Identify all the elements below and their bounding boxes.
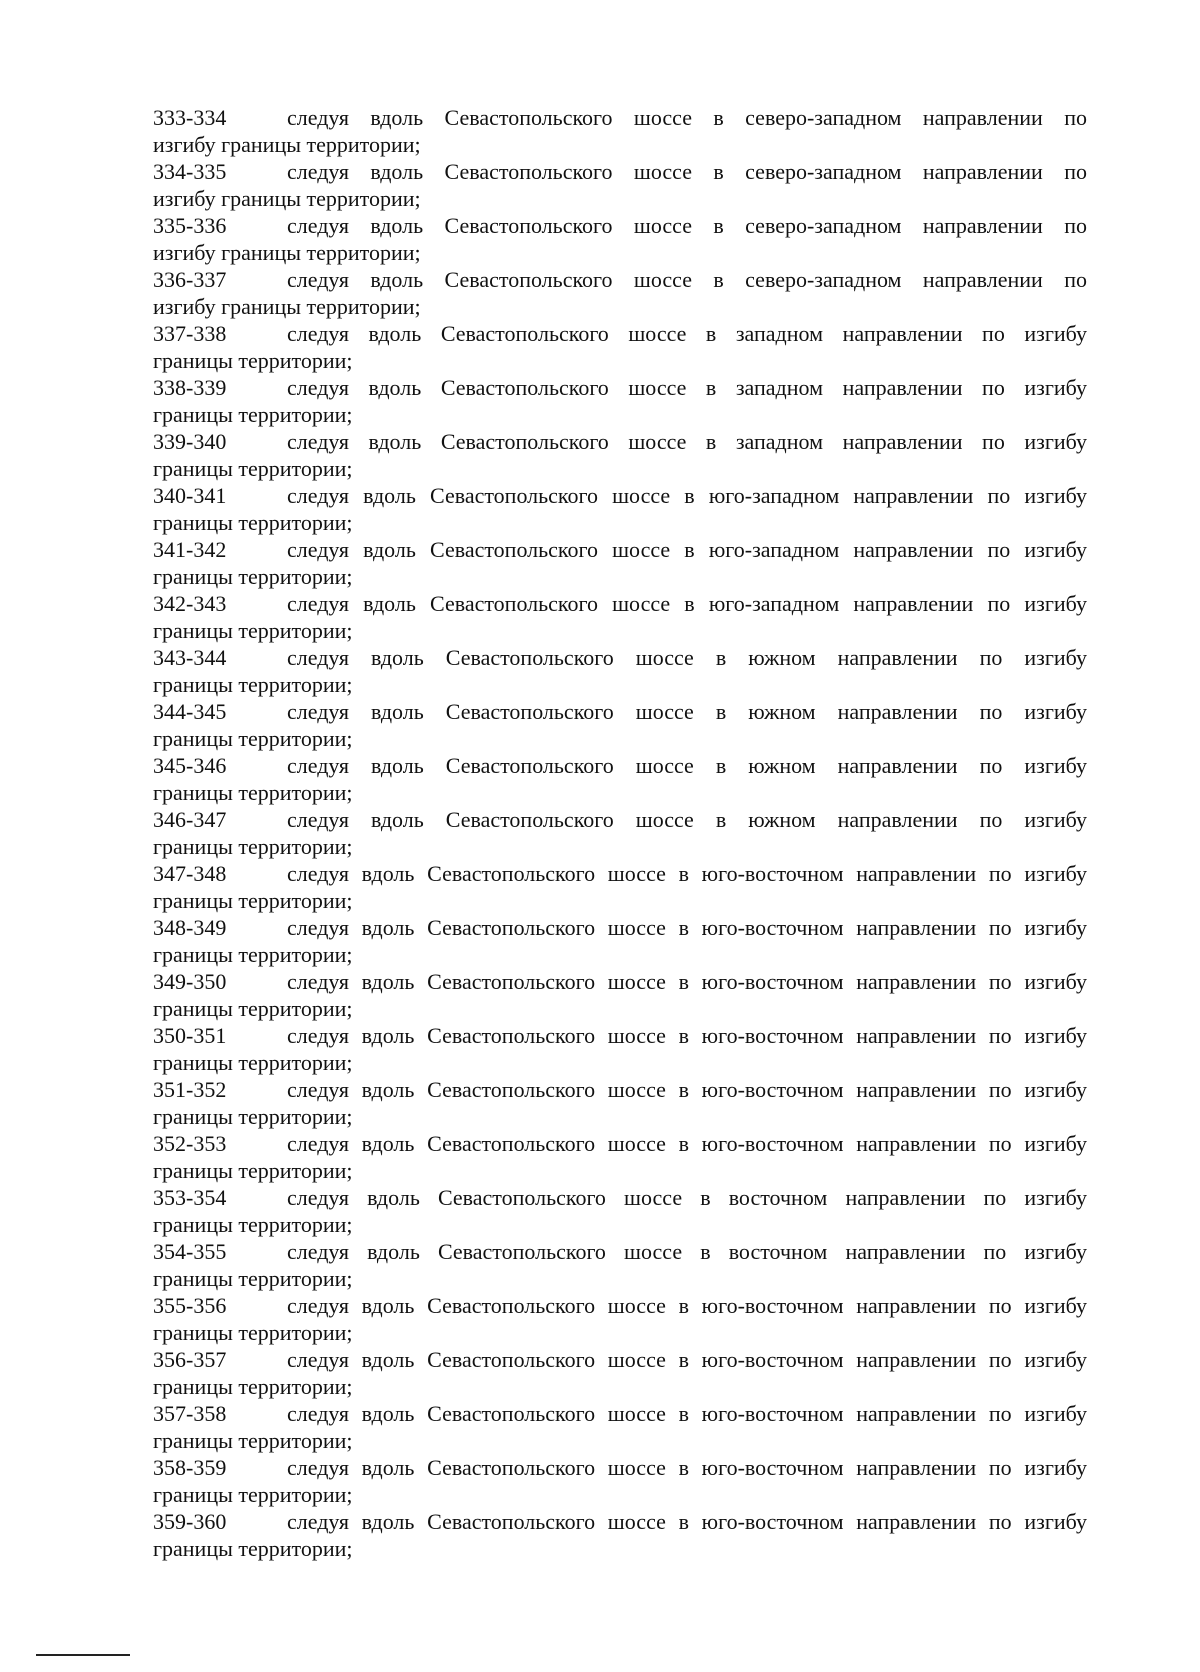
segment-description: следуя вдоль Севастопольского шоссе в северо-западном направлении по	[287, 105, 1087, 130]
boundary-segment-entry	[153, 212, 1087, 266]
segment-description: следуя вдоль Севастопольского шоссе в восточном направлении по изгибу	[287, 1185, 1087, 1210]
segment-description-continuation: границы территории;	[153, 1374, 353, 1399]
segment-range: 351-352	[153, 1077, 227, 1102]
segment-description-continuation: изгибу границы территории;	[153, 132, 421, 157]
segment-description: следуя вдоль Севастопольского шоссе в западном направлении по изгибу	[287, 375, 1087, 400]
boundary-segment-entry	[153, 1184, 1087, 1238]
boundary-segment-entry	[153, 158, 1087, 212]
boundary-segment-entry	[153, 536, 1087, 590]
boundary-segment-entry	[153, 1130, 1087, 1184]
segment-description: следуя вдоль Севастопольского шоссе в северо-западном направлении по	[287, 267, 1087, 292]
boundary-segment-entry	[153, 1022, 1087, 1076]
segment-description: следуя вдоль Севастопольского шоссе в юго-восточном направлении по изгибу	[287, 1077, 1087, 1102]
segment-range: 343-344	[153, 645, 227, 670]
segment-description: следуя вдоль Севастопольского шоссе в юго-западном направлении по изгибу	[287, 591, 1087, 616]
segment-description-continuation: границы территории;	[153, 1482, 353, 1507]
segment-range: 350-351	[153, 1023, 227, 1048]
segment-description: следуя вдоль Севастопольского шоссе в южном направлении по изгибу	[287, 645, 1087, 670]
boundary-segment-entry	[153, 644, 1087, 698]
segment-description: следуя вдоль Севастопольского шоссе в юго-восточном направлении по изгибу	[287, 1293, 1087, 1318]
segment-range: 342-343	[153, 591, 227, 616]
boundary-segment-entry	[153, 590, 1087, 644]
segment-description-continuation: границы территории;	[153, 780, 353, 805]
boundary-segment-entry	[153, 698, 1087, 752]
segment-description: следуя вдоль Севастопольского шоссе в юго-восточном направлении по изгибу	[287, 915, 1087, 940]
segment-range: 348-349	[153, 915, 227, 940]
boundary-segment-entry	[153, 374, 1087, 428]
segment-range: 344-345	[153, 699, 227, 724]
segment-description: следуя вдоль Севастопольского шоссе в южном направлении по изгибу	[287, 807, 1087, 832]
segment-range: 354-355	[153, 1239, 227, 1264]
segment-description: следуя вдоль Севастопольского шоссе в западном направлении по изгибу	[287, 321, 1087, 346]
segment-description-continuation: изгибу границы территории;	[153, 294, 421, 319]
segment-description-continuation: границы территории;	[153, 618, 353, 643]
boundary-segment-entry	[153, 1508, 1087, 1562]
segment-range: 337-338	[153, 321, 227, 346]
segment-description: следуя вдоль Севастопольского шоссе в юго-западном направлении по изгибу	[287, 537, 1087, 562]
segment-description-continuation: границы территории;	[153, 456, 353, 481]
segment-description-continuation: границы территории;	[153, 726, 353, 751]
boundary-segment-entry	[153, 482, 1087, 536]
segment-range: 352-353	[153, 1131, 227, 1156]
segment-description: следуя вдоль Севастопольского шоссе в южном направлении по изгибу	[287, 699, 1087, 724]
segment-range: 359-360	[153, 1509, 227, 1534]
segment-range: 347-348	[153, 861, 227, 886]
segment-description-continuation: изгибу границы территории;	[153, 186, 421, 211]
segment-description-continuation: границы территории;	[153, 1158, 353, 1183]
boundary-segment-entry	[153, 1292, 1087, 1346]
segment-description: следуя вдоль Севастопольского шоссе в юго-восточном направлении по изгибу	[287, 969, 1087, 994]
boundary-segment-entry	[153, 1346, 1087, 1400]
segment-description: следуя вдоль Севастопольского шоссе в юго-восточном направлении по изгибу	[287, 1347, 1087, 1372]
segment-description-continuation: границы территории;	[153, 1212, 353, 1237]
boundary-segment-entry	[153, 1238, 1087, 1292]
footnote-separator-line	[36, 1654, 130, 1656]
segment-range: 333-334	[153, 105, 227, 130]
segment-description-continuation: границы территории;	[153, 888, 353, 913]
segment-description-continuation: границы территории;	[153, 1536, 353, 1561]
segment-description-continuation: границы территории;	[153, 1428, 353, 1453]
segment-description: следуя вдоль Севастопольского шоссе в юго-восточном направлении по изгибу	[287, 1455, 1087, 1480]
segment-range: 334-335	[153, 159, 227, 184]
segment-description-continuation: границы территории;	[153, 942, 353, 967]
segment-description-continuation: изгибу границы территории;	[153, 240, 421, 265]
boundary-segment-list	[153, 104, 1087, 1562]
segment-range: 355-356	[153, 1293, 227, 1318]
segment-range: 338-339	[153, 375, 227, 400]
boundary-segment-entry	[153, 266, 1087, 320]
segment-description-continuation: границы территории;	[153, 672, 353, 697]
segment-range: 357-358	[153, 1401, 227, 1426]
segment-description-continuation: границы территории;	[153, 1050, 353, 1075]
segment-range: 353-354	[153, 1185, 227, 1210]
segment-range: 339-340	[153, 429, 227, 454]
segment-description-continuation: границы территории;	[153, 996, 353, 1021]
segment-description-continuation: границы территории;	[153, 402, 353, 427]
segment-range: 345-346	[153, 753, 227, 778]
boundary-segment-entry	[153, 968, 1087, 1022]
segment-range: 341-342	[153, 537, 227, 562]
boundary-segment-entry	[153, 914, 1087, 968]
segment-description: следуя вдоль Севастопольского шоссе в южном направлении по изгибу	[287, 753, 1087, 778]
segment-description: следуя вдоль Севастопольского шоссе в юго-восточном направлении по изгибу	[287, 1401, 1087, 1426]
segment-description-continuation: границы территории;	[153, 348, 353, 373]
segment-description: следуя вдоль Севастопольского шоссе в западном направлении по изгибу	[287, 429, 1087, 454]
segment-description: следуя вдоль Севастопольского шоссе в юго-восточном направлении по изгибу	[287, 1509, 1087, 1534]
segment-range: 356-357	[153, 1347, 227, 1372]
segment-description: следуя вдоль Севастопольского шоссе в северо-западном направлении по	[287, 159, 1087, 184]
segment-description: следуя вдоль Севастопольского шоссе в юго-западном направлении по изгибу	[287, 483, 1087, 508]
segment-description-continuation: границы территории;	[153, 1320, 353, 1345]
segment-description: следуя вдоль Севастопольского шоссе в юго-восточном направлении по изгибу	[287, 861, 1087, 886]
segment-range: 349-350	[153, 969, 227, 994]
segment-range: 346-347	[153, 807, 227, 832]
segment-range: 335-336	[153, 213, 227, 238]
boundary-segment-entry	[153, 806, 1087, 860]
segment-range: 340-341	[153, 483, 227, 508]
boundary-segment-entry	[153, 860, 1087, 914]
segment-range: 336-337	[153, 267, 227, 292]
segment-description-continuation: границы территории;	[153, 510, 353, 535]
segment-description: следуя вдоль Севастопольского шоссе в северо-западном направлении по	[287, 213, 1087, 238]
segment-range: 358-359	[153, 1455, 227, 1480]
boundary-segment-entry	[153, 752, 1087, 806]
segment-description-continuation: границы территории;	[153, 1104, 353, 1129]
boundary-segment-entry	[153, 1076, 1087, 1130]
boundary-segment-entry	[153, 104, 1087, 158]
segment-description: следуя вдоль Севастопольского шоссе в восточном направлении по изгибу	[287, 1239, 1087, 1264]
boundary-segment-entry	[153, 1400, 1087, 1454]
boundary-segment-entry	[153, 1454, 1087, 1508]
segment-description-continuation: границы территории;	[153, 564, 353, 589]
segment-description-continuation: границы территории;	[153, 1266, 353, 1291]
segment-description: следуя вдоль Севастопольского шоссе в юго-восточном направлении по изгибу	[287, 1023, 1087, 1048]
boundary-segment-entry	[153, 320, 1087, 374]
segment-description-continuation: границы территории;	[153, 834, 353, 859]
segment-description: следуя вдоль Севастопольского шоссе в юго-восточном направлении по изгибу	[287, 1131, 1087, 1156]
boundary-segment-entry	[153, 428, 1087, 482]
